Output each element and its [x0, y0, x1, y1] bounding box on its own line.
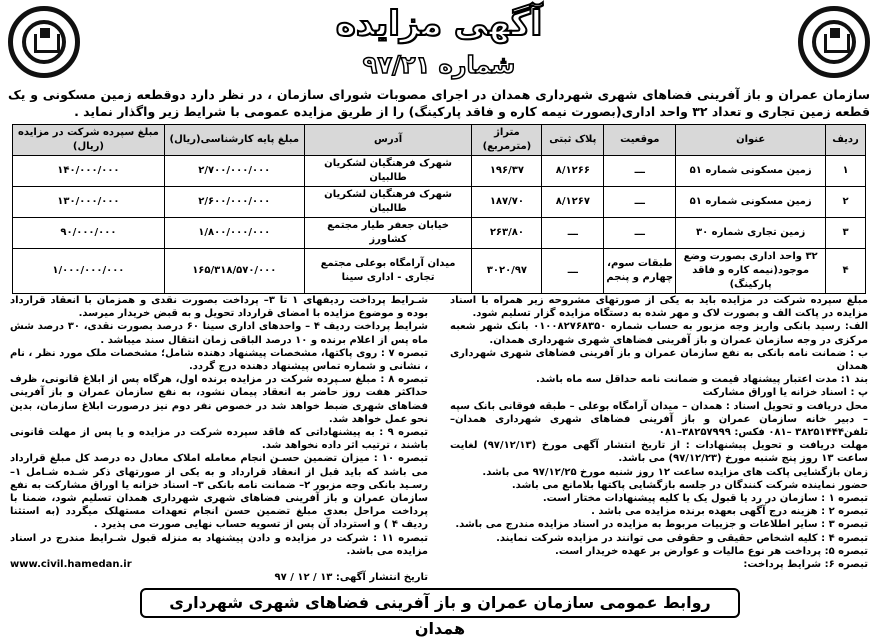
table-cell: خیابان جعفر طیار مجتمع کشاورز [304, 218, 472, 249]
table-header-row [13, 125, 866, 156]
table-cell: ۱۸۷/۷۰ [472, 187, 542, 218]
condition-paragraph: شرایط پرداخت ردیف ۴ – واحدهای اداری سینا ۶۰ درصد بصورت نقدی، ۳۰ درصد شش ماه پس از اعلام برنده و ۱۰ درصد الباقی زمان انتقال سند میباشد . [10, 321, 428, 346]
table-cell: ۱ [826, 156, 866, 187]
table-cell: ۳۰۲۰/۹۷ [472, 249, 542, 294]
condition-paragraph: مهلت دریافت و تحویل پیشنهادات : از تاریخ انتشار آگهی مورخ (۹۷/۱۲/۱۳) لغایت ساعت ۱۳ روز پنج شنبه مورخ (۹۷/۱۲/۲۳) می باشد. [450, 440, 868, 465]
table-cell: طبقات سوم، چهارم و پنجم [604, 249, 676, 294]
left-emblem [8, 6, 80, 78]
table-cell: ۸/۱۲۶۶ [542, 156, 604, 187]
col-header-address: آدرس [304, 125, 472, 156]
table-cell: ۲۶۳/۸۰ [472, 218, 542, 249]
condition-paragraph: تبصره ۷ : روی پاکتها، مشخصات پیشنهاد دهنده شامل؛ مشخصات ملک مورد نظر ، نام ، نشانی و شماره تماس پیشنهاد دهنده درج گردد. [10, 347, 428, 373]
table-row [13, 218, 866, 249]
table-cell: ۳۲ واحد اداری بصورت وضع موجود(نیمه کاره و فاقد پارکینگ) [676, 249, 826, 294]
table-cell: ۲/۶۰۰/۰۰۰/۰۰۰ [164, 187, 304, 218]
col-header-title: عنوان [676, 125, 826, 156]
table-cell: میدان آرامگاه بوعلی مجتمع تجاری - اداری سینا [304, 249, 472, 294]
condition-paragraph: تبصره ۱۱ : شرکت در مزایده و دادن پیشنهاد به منزله قبول شـرایط مندرج در اسناد مزایده می باشد. [10, 532, 429, 557]
lots-table [12, 124, 866, 294]
table-row [13, 187, 866, 218]
condition-paragraph: ب : ضمانت نامه بانکی به نفع سازمان عمران و باز آفرینی فضاهای شهری شهرداری همدان [450, 347, 868, 373]
table-cell: ـــ [542, 249, 604, 294]
table-cell: ـــ [542, 218, 604, 249]
col-header-deposit: مبلغ سپرده شرکت در مزایده (ریال) [13, 125, 165, 156]
footer-public-relations: روابط عمومی سازمان عمران و باز آفرینی فضاهای شهری شهرداری همدان [140, 588, 740, 618]
condition-paragraph: بند ۱: مدت اعتبار پیشنهاد قیمت و ضمانت نامه حداقل سه ماه باشد. [536, 374, 868, 386]
condition-paragraph: محل دریافت و تحویل اسناد : همدان – میدان آرامگاه بوعلی – طبقه فوقانی بانک سپه – دبیر خانه سازمان عمران و باز آفرینی فضاهای شهری شهرداری همدان– تلفن۳۸۲۵۱۴۴۴ –۰۸۱ فکس: ۳۸۲۵۷۹۹۹–۰۸۱ [450, 400, 868, 439]
table-cell: ۱۶۵/۳۱۸/۵۷۰/۰۰۰ [164, 249, 304, 294]
col-header-area: متراژ (مترمربع) [472, 125, 542, 156]
conditions-right-column [450, 294, 868, 571]
col-header-row-number: ردیف [826, 125, 866, 156]
condition-paragraph: مبلغ سپرده شرکت در مزایده باید به یکی از صورتهای مشروحه زیر همراه با اسناد مزایده در پاکت الف و بصورت لاک و مهر شده به دستگاه مزایده گزار تسلیم شود. [450, 295, 868, 320]
notice-title: آگهی مزایده [335, 4, 543, 44]
condition-paragraph: تبصره ۴ : کلیه اشخاص حقیقی و حقوقی می توانند در مزایده شرکت نمایند. [496, 532, 868, 544]
table-cell: ۸/۱۲۶۷ [542, 187, 604, 218]
condition-paragraph: تبصره ۹ : به پیشنهاداتی که فاقد سپرده شرکت در مزایده و یا پس از مهلت قانونی باشند ، ترتیب اثر داده نخواهد شد. [10, 427, 428, 452]
table-cell: ۳ [826, 218, 866, 249]
condition-paragraph: تبصره ۸ : مبلغ سـپرده شرکت در مزایده برنده اول، هرگاه پس از ابلاغ قانونی، ظرف حداکثر هفت روز حاضر به انعقاد پیمان نشود، به نفع سازمان عمران و باز آفرینی فضاهای شهری ضبط خواهد شد در خصوص نفر دوم نیز درصورت ابلاغ سازمان، بدین نحو عمل خواهد شد. [10, 374, 428, 425]
table-cell: ۱۹۶/۳۷ [472, 156, 542, 187]
municipality-emblem-icon [22, 20, 66, 64]
condition-paragraph: تبصره ۳ : سایر اطلاعات و جزییات مربوط به مزایده در اسناد مزایده مندرج می باشد. [455, 519, 868, 531]
table-cell: ۹۰/۰۰۰/۰۰۰ [13, 218, 165, 249]
table-cell: ۱۴۰/۰۰۰/۰۰۰ [13, 156, 165, 187]
table-cell: ـــ [604, 187, 676, 218]
table-cell: زمین مسکونی شماره ۵۱ [676, 187, 826, 218]
municipality-emblem-icon [812, 20, 856, 64]
conditions-left-column [10, 294, 428, 584]
table-cell: ۲ [826, 187, 866, 218]
col-header-position: موقعیت [604, 125, 676, 156]
condition-paragraph: پ : اسناد خزانه یا اوراق مشارکت [702, 387, 868, 399]
condition-paragraph: تبصره ۵: پرداخت هر نوع مالیات و عوارض بر عهده خریدار است. [555, 545, 868, 557]
col-header-base-price: مبلغ پایه کارشناسی(ریال) [164, 125, 304, 156]
table-cell: ۱۳۰/۰۰۰/۰۰۰ [13, 187, 165, 218]
table-cell: ـــ [604, 218, 676, 249]
condition-paragraph: شـرایط پرداخت ردیفهای ۱ تا ۳– پرداخت بصورت نقدی و همزمان با انعقاد قرارداد بوده و موضوع مزایده با امضای قرارداد تحویل و به قبض خریدار میرسد. [10, 295, 428, 320]
col-header-registration: پلاک ثبتی [542, 125, 604, 156]
condition-paragraph: زمان بازگشایی پاکت های مزایده ساعت ۱۲ روز شنبه مورخ ۹۷/۱۲/۲۵ می باشد. [482, 466, 868, 478]
condition-paragraph: تبصره ۱۰ : میزان تضمین حسـن انجام معامله املاک معادل ده درصد کل مبلغ قرارداد می باشد که باید قبل از انعقاد قرارداد و به یکی از صورتهای ذکر شـده شـامل ۱– رسـید بانکی وجه مزبور ۲– ضمانت نامه بانکی ۳– اسناد خزانه یا اوراق مشارکت به نفع سازمان عمران و باز آفرینی فضاهای شهری شهرداری همدان تسلیم شود، ضمنا با پرداخت مراحل بعدی مبلغ تضمین حسن انجام تعهدات مستهلک میگردد (به استثنا ردیف ۴ ) و استرداد آن پس از تسویه حساب نهایی صورت می پذیرد . [10, 453, 429, 531]
intro-paragraph: سازمان عمران و باز آفرینی فضاهای شهری شهرداری همدان در اجرای مصوبات شورای سازمان ، در نظر دارد دوقطعه زمین مسکونی و یک قطعه زمین تجاری و تعداد ۳۲ واحد اداری(بصورت نیمه کاره و فاقد پارکینگ) را از طریق مزایده عمومی با شرایط زیر واگذار نماید . [8, 87, 870, 119]
table-row [13, 156, 866, 187]
table-cell: زمین مسکونی شماره ۵۱ [676, 156, 826, 187]
table-cell: ـــ [604, 156, 676, 187]
table-cell: شهرک فرهنگیان لشکریان طالبیان [304, 156, 472, 187]
table-cell: ۱/۰۰۰/۰۰۰/۰۰۰ [13, 249, 165, 294]
condition-paragraph: الف: رسید بانکی واریز وجه مزبور به حساب شماره ۰۱۰۰۸۲۷۶۸۳۵۰ بانک شهر شعبه مرکزی در وجه سازمان عمران و باز آفرینی فضاهای شهری شهرداری همدان. [450, 321, 868, 346]
website-link[interactable]: www.civil.hamedan.ir [10, 559, 132, 571]
conditions-section [10, 294, 868, 584]
condition-paragraph: تبصره ۲ : هزینه درج آگهی بعهده برنده مزایده می باشد . [591, 506, 868, 518]
table-cell: زمین تجاری شماره ۳۰ [676, 218, 826, 249]
condition-paragraph: تبصره ۶: شرایط پرداخت: [743, 559, 868, 571]
table-row [13, 249, 866, 294]
publish-date: تاریخ انتشار آگهی: ۱۳ / ۱۲ / ۹۷ [274, 572, 428, 584]
table-cell: شهرک فرهنگیان لشکریان طالبیان [304, 187, 472, 218]
table-cell: ۱/۸۰۰/۰۰۰/۰۰۰ [164, 218, 304, 249]
table-cell: ۲/۷۰۰/۰۰۰/۰۰۰ [164, 156, 304, 187]
condition-paragraph: حضور نماینده شرکت کنندگان در جلسه بازگشایی پاکتها بلامانع می باشد. [511, 479, 868, 491]
notice-number: شماره ۹۷/۲۱ [362, 51, 516, 79]
table-cell: ۴ [826, 249, 866, 294]
right-emblem [798, 6, 870, 78]
condition-paragraph: تبصره ۱ : سازمان در رد یا قبول یک یا کلیه پیشنهادات مختار است. [542, 493, 868, 505]
